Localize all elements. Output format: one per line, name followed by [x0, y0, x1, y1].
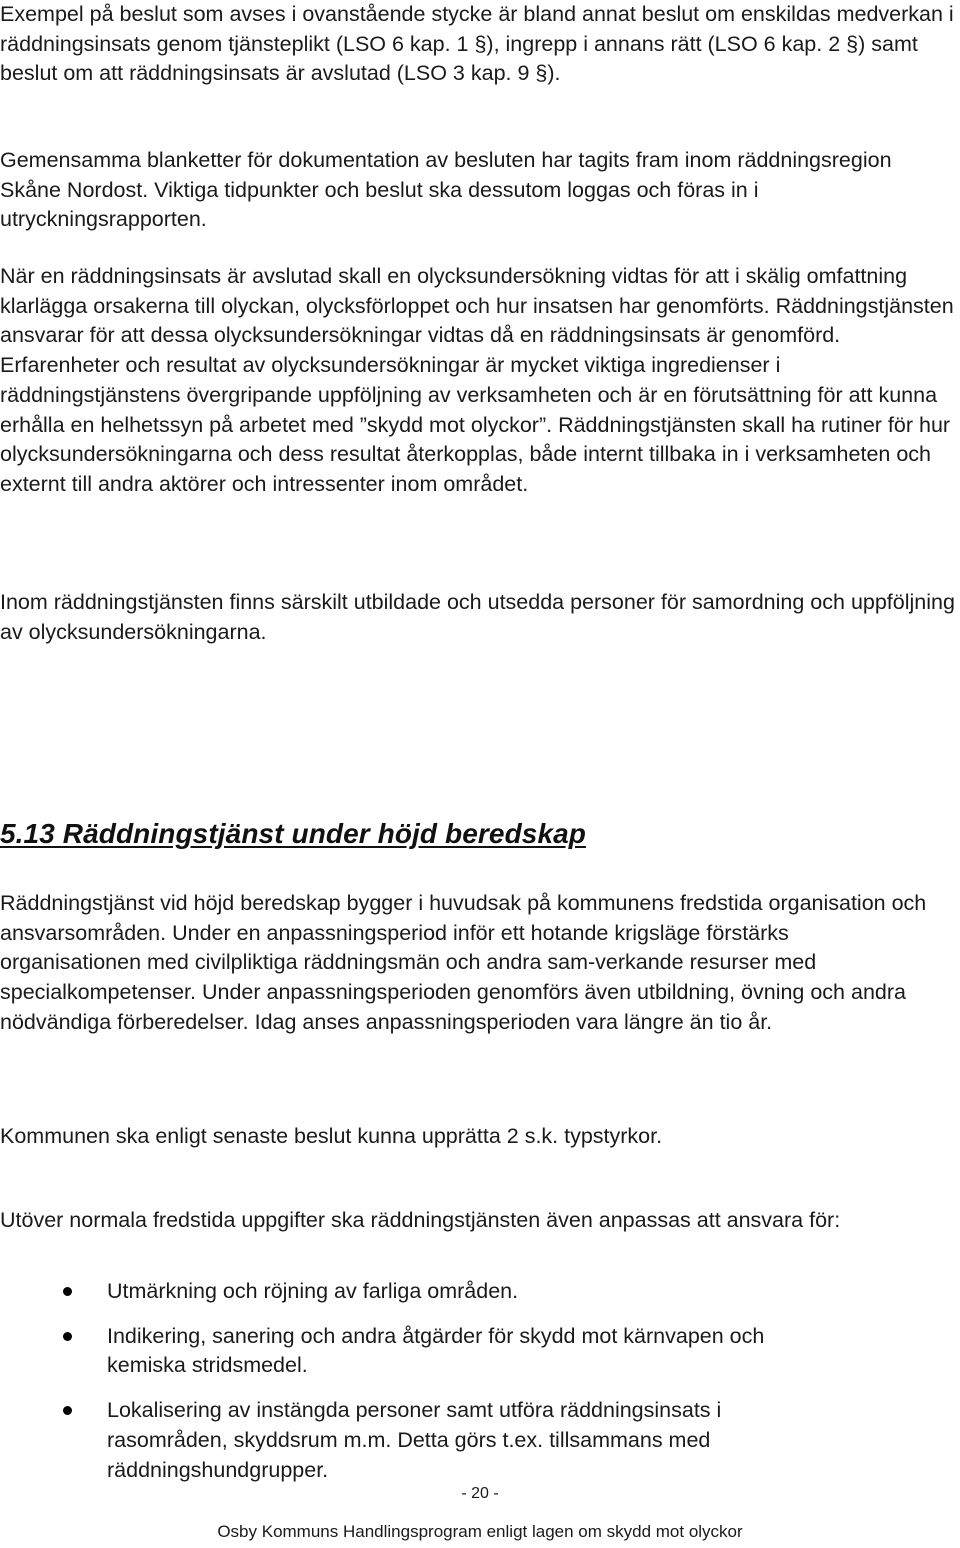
list-item-text: Utmärkning och röjning av farliga områden.	[107, 1279, 519, 1303]
paragraph-heightened-readiness: Räddningstjänst vid höjd beredskap bygger i huvudsak på kommunens fredstida organisation och ansvarsområden. Under en anpassningsperiod inför ett hotande krigsläge förstärks organisationen med civilpliktiga räddningsmän och andra sam-verkande resurser med specialkompetenser. Under anpassningsperioden genomförs även utbildning, övning och andra nödvändiga förberedelser. Idag anses anpassningsperioden vara längre än tio år.	[0, 891, 927, 1034]
paragraph-additional-tasks: Utöver normala fredstida uppgifter ska räddningstjänsten även anpassas att ansvara för:	[0, 1208, 841, 1232]
list-item	[0, 1277, 837, 1307]
paragraph-trained-personnel: Inom räddningstjänsten finns särskilt utbildade och utsedda personer för samordning och uppföljning av olycksundersökningarna.	[0, 590, 955, 644]
list-item-text: Lokalisering av instängda personer samt utföra räddningsinsats i rasområden, skyddsrum m.m. Detta görs t.ex. tillsammans med räddningshundgrupper.	[107, 1398, 722, 1482]
bullet-icon	[63, 1287, 72, 1296]
bullet-icon	[63, 1406, 72, 1415]
task-list	[0, 1277, 960, 1485]
page-footer: Osby Kommuns Handlingsprogram enligt lagen om skydd mot olyckor	[217, 1522, 743, 1541]
list-item-text: Indikering, sanering och andra åtgärder för skydd mot kärnvapen och kemiska stridsmedel.	[107, 1323, 765, 1378]
section-heading: 5.13 Räddningstjänst under höjd beredskap	[0, 818, 586, 849]
paragraph-accident-investigation: När en räddningsinsats är avslutad skall en olycksundersökning vidtas för att i skälig omfattning klarlägga orsakerna till olyckan, olycksförloppet och hur insatsen har genomförts. Räddningstjänsten ansvarar för att dessa olycksundersökningar vidtas då en räddningsinsats är genomförd. Erfarenheter och resultat av olycksundersökningar är mycket viktiga ingredienser i räddningstjänstens övergripande uppföljning av verksamheten och är en förutsättning för att kunna erhålla en helhetssyn på arbetet med ”skydd mot olyckor”. Räddningstjänsten skall ha rutiner för hur olycksundersökningarna och dess resultat återkopplas, både internt tillbaka in i verksamheten och externt till andra aktörer och intressenter inom området.	[0, 264, 954, 496]
paragraph-decisions-examples: Exempel på beslut som avses i ovanstående stycke är bland annat beslut om enskildas medverkan i räddningsinsats genom tjänsteplikt (LSO 6 kap. 1 §), ingrepp i annans rätt (LSO 6 kap. 2 §) samt beslut om att räddningsinsats är avslutad (LSO 3 kap. 9 §).	[0, 2, 954, 86]
list-item	[0, 1396, 837, 1485]
page-number: - 20 -	[461, 1485, 499, 1502]
list-item	[0, 1322, 837, 1381]
bullet-icon	[63, 1332, 72, 1341]
paragraph-type-forces: Kommunen ska enligt senaste beslut kunna upprätta 2 s.k. typstyrkor.	[0, 1124, 663, 1148]
paragraph-forms: Gemensamma blanketter för dokumentation av besluten har tagits fram inom räddningsregion Skåne Nordost. Viktiga tidpunkter och beslut ska dessutom loggas och föras in i utryckningsrapporten.	[0, 148, 892, 232]
